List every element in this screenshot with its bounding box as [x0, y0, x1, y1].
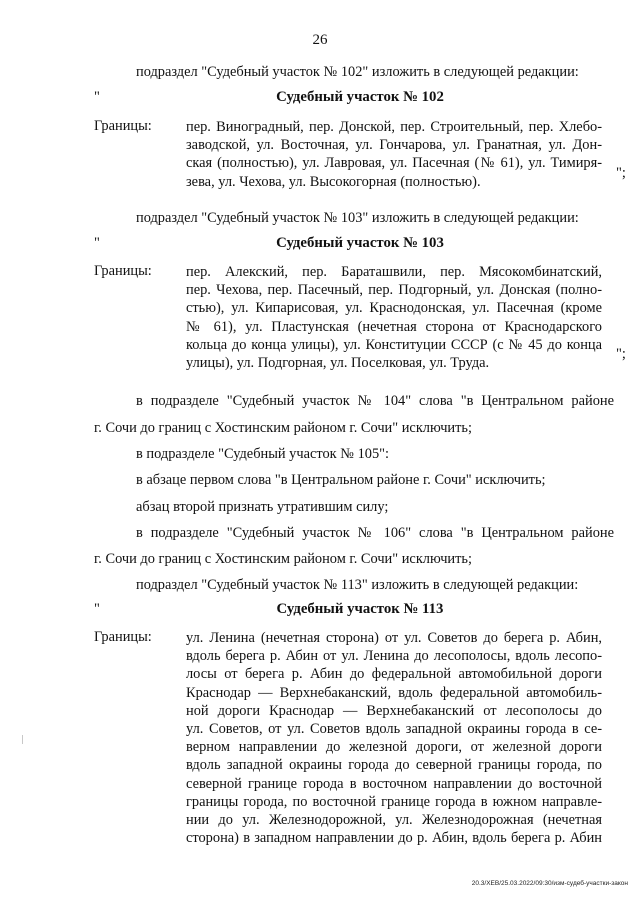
boundary-line: нии до ул. Железнодорожной, ул. Железнодорожная (нечетная: [186, 811, 602, 828]
section-113-boundaries: [186, 629, 602, 847]
amendment-104-line-2: г. Сочи до границ с Хостинским районом г. Сочи" исключить;: [94, 420, 472, 436]
amendment-105: в подразделе "Судебный участок № 105":: [136, 446, 390, 462]
boundary-line: лосы от берега р. Абин до федеральной автомобильной дороги: [186, 666, 602, 683]
boundary-line: № 61), ул. Пластунская (нечетная сторона от Краснодарского: [186, 318, 602, 335]
margin-mark: [22, 735, 23, 744]
section-113-intro: подраздел "Судебный участок № 113" изложить в следующей редакции:: [136, 577, 579, 593]
section-103-boundaries: [186, 263, 602, 372]
boundary-line: вдоль западной окраины города до северной границы города, по: [186, 757, 602, 774]
section-113-heading: Судебный участок № 113: [276, 601, 444, 617]
section-113-quote-open: ": [94, 601, 100, 617]
section-103-quote-close: ";: [616, 346, 626, 362]
boundary-line: северной границе города в восточном направлении до восточной: [186, 775, 602, 792]
boundary-line: верном направлении до железной дороги, от железной дороги: [186, 739, 602, 756]
boundary-line: стью), ул. Кипарисовая, ул. Краснодонская, ул. Пасечная (кроме: [186, 300, 602, 317]
section-103-intro: подраздел "Судебный участок № 103" изложить в следующей редакции:: [136, 210, 579, 226]
boundary-line: пер. Виноградный, пер. Донской, пер. Строительный, пер. Хлебо-: [186, 119, 602, 135]
section-103-label: Границы:: [94, 263, 152, 279]
boundary-line: пер. Чехова, пер. Пасечный, пер. Подгорный, ул. Донская (полно-: [186, 282, 602, 299]
boundary-line: вдоль берега р. Абин от ул. Ленина до лесополосы, вдоль лесопо-: [186, 648, 602, 665]
page-number: 26: [312, 32, 328, 48]
boundary-line: улицы), ул. Подгорная, ул. Поселковая, ул. Труда.: [186, 354, 490, 371]
amendment-105-b: абзац второй признать утратившим силу;: [136, 499, 389, 515]
boundary-line: заводской, ул. Восточная, ул. Гончарова, ул. Гранатная, ул. Дон-: [186, 137, 602, 154]
section-113-label: Границы:: [94, 629, 152, 645]
amendment-106-line-2: г. Сочи до границ с Хостинским районом г. Сочи" исключить;: [94, 551, 472, 567]
boundary-line: пер. Алекский, пер. Бараташвили, пер. Мясокомбинатский,: [186, 264, 602, 280]
boundary-line: ной дороги Краснодар — Верхнебаканский от лесополосы до: [186, 702, 602, 719]
section-103-quote-open: ": [94, 235, 100, 251]
section-102-heading: Судебный участок № 102: [276, 89, 444, 105]
amendment-104-line-1: в подразделе "Судебный участок № 104" слова "в Центральном районе: [136, 393, 614, 409]
section-102-quote-open: ": [94, 89, 100, 105]
section-102-label: Границы:: [94, 118, 152, 134]
boundary-line: ул. Советов, от ул. Советов вдоль западной окраины города в се-: [186, 720, 602, 737]
footer-file-reference: 20.3/ХЕВ/25.03.2022/09:30/изм-судеб-участки-закон: [471, 880, 628, 887]
section-102-boundaries: [186, 118, 602, 191]
section-102-intro: подраздел "Судебный участок № 102" изложить в следующей редакции:: [136, 64, 579, 80]
boundary-line: сторона) в западном направлении до р. Абин, вдоль берега р. Абин: [186, 830, 602, 847]
boundary-line: ул. Ленина (нечетная сторона) от ул. Советов до берега р. Абин,: [186, 630, 602, 646]
boundary-line: границы города, по восточной границе города в южном направле-: [186, 793, 602, 810]
section-102-quote-close: ";: [616, 165, 626, 181]
boundary-line: зева, ул. Чехова, ул. Высокогорная (полностью).: [186, 173, 481, 190]
boundary-line: Краснодар — Верхнебаканский, вдоль федеральной автомобиль-: [186, 684, 602, 701]
section-103-heading: Судебный участок № 103: [276, 235, 444, 251]
boundary-line: кольца до конца улицы), ул. Конституции СССР (с № 45 до конца: [186, 336, 602, 353]
amendment-106-line-1: в подразделе "Судебный участок № 106" слова "в Центральном районе: [136, 525, 614, 541]
boundary-line: ская (полностью), ул. Лавровая, ул. Пасечная (№ 61), ул. Тимиря-: [186, 155, 602, 172]
amendment-105-a: в абзаце первом слова "в Центральном районе г. Сочи" исключить;: [136, 472, 546, 488]
